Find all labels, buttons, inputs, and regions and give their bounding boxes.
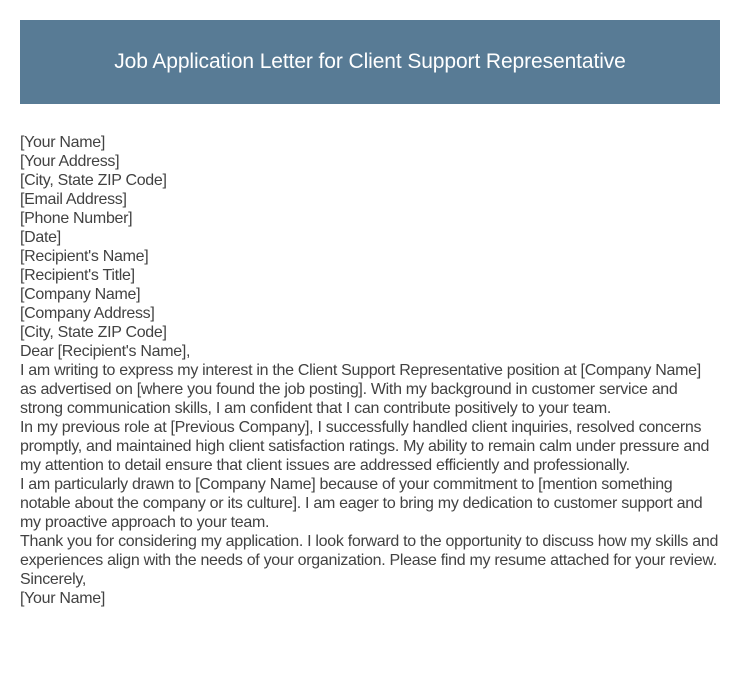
- recipient-title: [Recipient's Title]: [20, 267, 135, 284]
- recipient-city-state-zip: [City, State ZIP Code]: [20, 324, 167, 341]
- paragraph-intro: I am writing to express my interest in the Client Support Representative position at [Company Name] as advertised on [where you found the job posting]. With my background in customer service and strong communication skills, I am confident that I can contribute positively to your team.: [20, 362, 701, 417]
- recipient-address: [Company Address]: [20, 305, 155, 322]
- paragraph-motivation: I am particularly drawn to [Company Name] because of your commitment to [mention something notable about the company or its culture]. I am eager to bring my dedication to customer support and my proactive approach to your team.: [20, 476, 703, 531]
- closing: Sincerely,: [20, 571, 87, 588]
- paragraph-closing: Thank you for considering my application. I look forward to the opportunity to discuss how my skills and experiences align with the needs of your organization. Please find my resume attached for your review.: [20, 533, 719, 569]
- letter-date: [Date]: [20, 229, 61, 246]
- sender-name: [Your Name]: [20, 134, 106, 151]
- paragraph-experience: In my previous role at [Previous Company], I successfully handled client inquiries, resolved concerns promptly, and maintained high client satisfaction ratings. My ability to remain calm under pressure and my attention to detail ensure that client issues are addressed efficiently and professionally.: [20, 419, 710, 474]
- page-title: Job Application Letter for Client Support Representative: [114, 50, 626, 73]
- salutation: Dear [Recipient's Name],: [20, 343, 191, 360]
- sender-block: [20, 133, 720, 228]
- sender-address: [Your Address]: [20, 153, 120, 170]
- recipient-block: [20, 247, 720, 342]
- sender-phone: [Phone Number]: [20, 210, 133, 227]
- sender-city-state-zip: [City, State ZIP Code]: [20, 172, 167, 189]
- signature: [Your Name]: [20, 590, 106, 607]
- recipient-name: [Recipient's Name]: [20, 248, 149, 265]
- sender-email: [Email Address]: [20, 191, 127, 208]
- title-banner: [20, 20, 720, 104]
- letter-body: [20, 133, 720, 608]
- recipient-company: [Company Name]: [20, 286, 141, 303]
